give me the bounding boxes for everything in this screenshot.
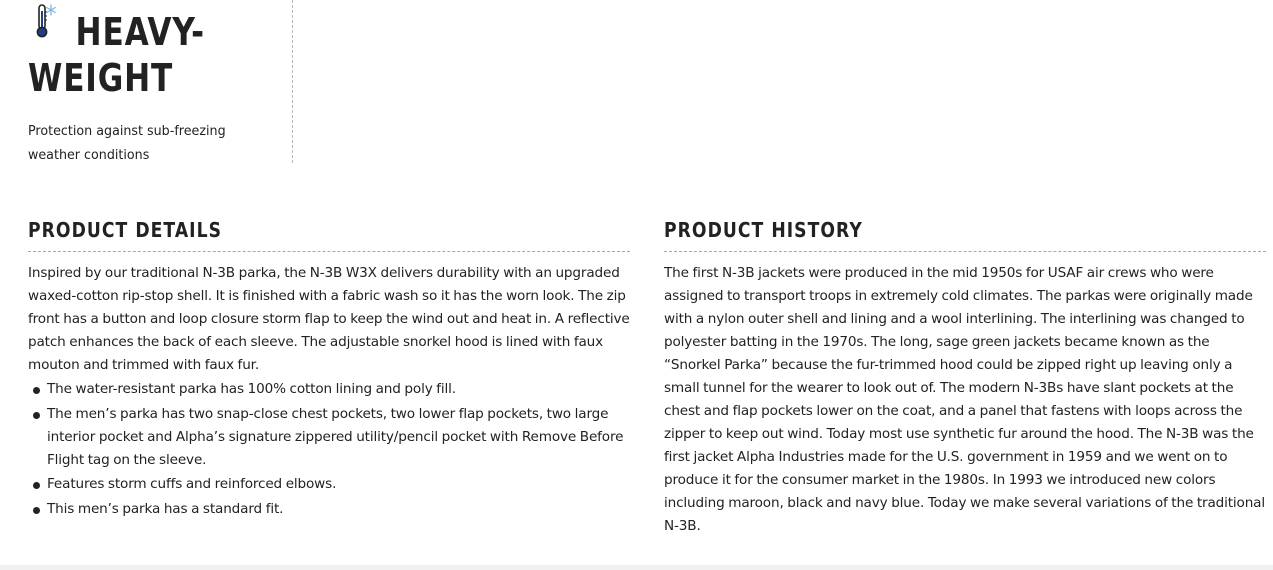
weight-title-line2: WEIGHT — [28, 56, 174, 100]
product-history-heading: PRODUCT HISTORY — [664, 215, 1266, 252]
weight-subtitle: Protection against sub-freezing weather conditions — [28, 123, 226, 163]
weight-rating-block — [28, 0, 293, 163]
product-history-section — [664, 215, 1266, 538]
product-history-paragraph: The first N-3B jackets were produced in the mid 1950s for USAF air crews who were assigned to transport troops in extremely cold climates. The parkas were originally made with a nylon outer shell and lining and a wool interlining. The interlining was changed to polyester batting in the 1970s. The long, sage green jackets became known as the “Snorkel Parka” because the fur-trimmed hood could be zipped right up leaving only a small tunnel for the wearer to look out of. The modern N-3Bs have slant pockets at the chest and flap pockets lower on the coat, and a panel that fastens with loops across the zipper to keep out wind. Today most use synthetic fur around the hood. The N-3B was the first jacket Alpha Industries made for the U.S. government in 1959 and we went on to produce it for the consumer market in the 1980s. In 1993 we introduced new colors including maroon, black and navy blue. Today we make several variations of the traditional N-3B. — [664, 265, 1265, 534]
weight-title-line1: HEAVY- — [75, 10, 205, 54]
list-item: The water-resistant parka has 100% cotton lining and poly fill. — [28, 378, 630, 401]
weight-title — [28, 9, 233, 101]
list-item: This men’s parka has a standard fit. — [28, 498, 630, 521]
list-item: The men’s parka has two snap-close chest pockets, two lower flap pockets, two large interior pocket and Alpha’s signature zippered utility/pencil pocket with Remove Before Flight tag on the sleeve. — [28, 403, 630, 472]
product-details-heading: PRODUCT DETAILS — [28, 215, 630, 252]
bullet-icon — [33, 507, 40, 514]
bullet-icon — [33, 482, 40, 489]
product-details-paragraph: Inspired by our traditional N-3B parka, the N-3B W3X delivers durability with an upgraded waxed-cotton rip-stop shell. It is finished with a fabric wash so it has the worn look. The zip front has a button and loop closure storm flap to keep the wind out and heat in. A reflective patch enhances the back of each sleeve. The adjustable snorkel hood is lined with faux mouton and trimmed with faux fur. — [28, 265, 630, 373]
bullet-icon — [33, 412, 40, 419]
list-item: Features storm cuffs and reinforced elbows. — [28, 473, 630, 496]
product-details-list — [28, 378, 630, 521]
product-details-section — [28, 215, 630, 522]
product-details-body — [28, 262, 630, 521]
bullet-icon — [33, 387, 40, 394]
footer-divider — [0, 565, 1273, 570]
product-history-body — [664, 262, 1266, 538]
